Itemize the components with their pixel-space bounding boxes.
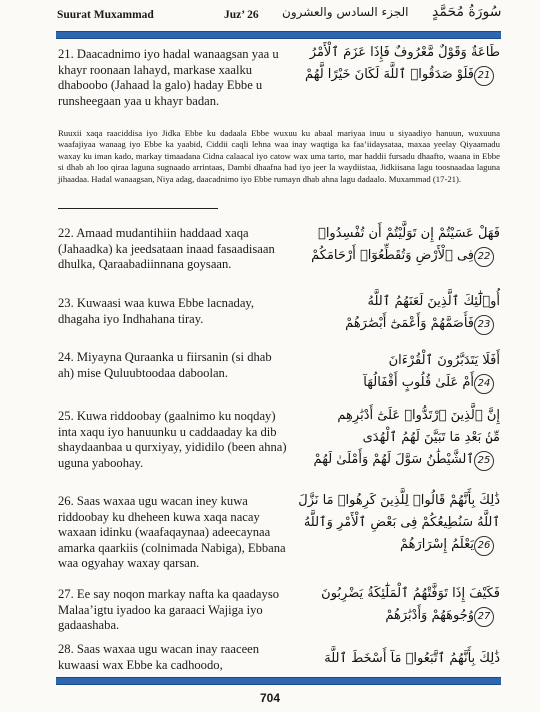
page-number: 704: [259, 691, 281, 705]
verse-translation-28: 28. Saas waxaa ugu wacan inay raaceen kuwaasi wax Ebbe ka cadhoodo,: [58, 642, 260, 672]
verse-arabic-line: مِّنۢ بَعْدِ مَا تَبَيَّنَ لَهُمُ ٱلْهُدَى: [362, 430, 500, 445]
verse-arabic-23: [300, 291, 500, 335]
ayah-number-marker: 26: [474, 536, 494, 556]
verse-arabic-line: [300, 64, 500, 86]
verse-arabic-line: [300, 313, 500, 335]
verse-translation-22: 22. Amaad mudantihiin haddaad xaqa (Jahaadka) ka jeedsataan inaad fasaadisaan dhulka, Qaraabadiinnana goysaan.: [58, 226, 275, 271]
commentary-paragraph: Ruuxii xaqa raaciddisa iyo Jidka Ebbe ku dadaala Ebbe wuxuu ku abaal mariyaa inuu u siyaadiyo hanuun, wuxuuna waafajiyaa wanaag iyo Ebbe ka yaabid, Ciddii caqli lehna waa inay waqtiga ka faa’iidaysataa, maxaa yeelay Qiyaamadu waxay ku iman kado, markay timaadana Cidna calaacal iyo catow wax uma tarto, mar haddii fursadu dhaafto, waana in Ebbe si dhab ah loo qiraa laguna sugnaado arrintaas, Dambi dhaafna had iyo jeer la waydiistaa, Jidkiisana lagu toosnaadaa laguna jihaadaa. Hadal wanaagsan, Niya adag, daacadnimo iyo Ebbe rumayn dhab ahna lagu dadaalo. Muxammad (17-21).: [58, 128, 500, 184]
verse-translation-21: 21. Daacadnimo iyo hadal wanaagsan yaa u khayr roonaan lahayd, markase xaalku dhaboobo (Jahaad la galo) haday Ebbe u runsheegaan yaa u khayr badan.: [58, 47, 279, 108]
top-blue-rule: [56, 31, 501, 39]
bottom-blue-rule: [56, 677, 501, 685]
verse-arabic-line: أُو۟لَٰٓئِكَ ٱلَّذِينَ لَعَنَهُمُ ٱللَّهُ: [367, 294, 500, 309]
verse-arabic-line-text: فَلَوْ صَدَقُوا۟ ٱللَّهَ لَكَانَ خَيْرًا لَّهُمْ: [305, 67, 474, 82]
header-surah-title: Suurat Muxammad: [57, 9, 154, 21]
page-header: [0, 0, 540, 32]
verse-arabic-line: إِنَّ ٱلَّذِينَ ٱرْتَدُّوا۟ عَلَىٰٓ أَدْبَٰرِهِم: [337, 408, 500, 423]
verse-translation-25: 25. Kuwa riddoobay (gaalnimo ku noqday) inta xaqu iyo hanuunku u caddaaday ka dib shaydaanbaa u qurxiyay, yididilo (been ahna) uguna yaboohay.: [58, 409, 287, 470]
header-arabic-juz: الجزء السادس والعشرون: [282, 5, 409, 19]
verse-arabic-line-text: أَمْ عَلَىٰ قُلُوبٍ أَقْفَالُهَآ: [363, 375, 474, 390]
ayah-number-marker: 27: [474, 607, 494, 627]
verse-arabic-line: فَهَلْ عَسَيْتُمْ إِن تَوَلَّيْتُمْ أَن تُفْسِدُوا۟: [318, 226, 500, 241]
verse-arabic-21: [300, 42, 500, 86]
verse-arabic-line-text: يَعْلَمُ إِسْرَارَهُمْ: [399, 537, 474, 552]
ayah-number-marker: 25: [474, 451, 494, 471]
verse-translation-23: 23. Kuwaasi waa kuwa Ebbe lacnaday, dhagaha iyo Indhahana tiray.: [58, 296, 255, 326]
header-arabic-surah: سُورَةُ مُحَمَّدٍ: [432, 4, 502, 20]
verse-arabic-line: فَكَيْفَ إِذَا تَوَفَّتْهُمُ ٱلْمَلَٰٓئِكَةُ يَضْرِبُونَ: [321, 586, 500, 601]
verse-arabic-line: [300, 534, 500, 556]
verse-arabic-line-text: ٱلشَّيْطَٰنُ سَوَّلَ لَهُمْ وَأَمْلَىٰ لَهُمْ: [313, 452, 474, 467]
verse-arabic-line: طَاعَةٌ وَقَوْلٌ مَّعْرُوفٌ فَإِذَا عَزَمَ ٱلْأَمْرُ: [309, 45, 500, 60]
verse-arabic-22: [300, 223, 500, 267]
verse-arabic-line: [300, 245, 500, 267]
verse-arabic-line: أَفَلَا يَتَدَبَّرُونَ ٱلْقُرْءَانَ: [388, 353, 500, 368]
verse-arabic-25: [300, 405, 500, 471]
verse-arabic-line-text: فَأَصَمَّهُمْ وَأَعْمَىٰٓ أَبْصَٰرَهُمْ: [345, 316, 474, 331]
verse-arabic-line: ذَٰلِكَ بِأَنَّهُمْ قَالُوا۟ لِلَّذِينَ كَرِهُوا۟ مَا نَزَّلَ: [298, 493, 500, 508]
verse-arabic-line: ذَٰلِكَ بِأَنَّهُمُ ٱتَّبَعُوا۟ مَآ أَسْخَطَ ٱللَّهَ: [324, 651, 500, 666]
verse-arabic-line: ٱللَّهُ سَنُطِيعُكُمْ فِى بَعْضِ ٱلْأَمْرِ وَٱللَّهُ: [303, 515, 500, 530]
header-juz-label: Juz’ 26: [224, 9, 259, 21]
verse-translation-24: 24. Miyayna Quraanka u fiirsanin (si dhab ah) mise Quluubtoodaa daboolan.: [58, 350, 272, 380]
ayah-number-marker: 24: [474, 374, 494, 394]
verse-arabic-26: [300, 490, 500, 556]
footnote-divider: [58, 208, 218, 209]
verse-arabic-line: [300, 372, 500, 394]
verse-arabic-28: [300, 648, 500, 670]
verse-arabic-27: [300, 583, 500, 627]
verse-arabic-line: [300, 605, 500, 627]
ayah-number-marker: 22: [474, 247, 494, 267]
ayah-number-marker: 21: [474, 66, 494, 86]
verse-arabic-line-text: فِى ٱلْأَرْضِ وَتُقَطِّعُوٓا۟ أَرْحَامَكُمْ: [311, 248, 474, 263]
ayah-number-marker: 23: [474, 315, 494, 335]
verse-arabic-line-text: وُجُوهَهُمْ وَأَدْبَٰرَهُمْ: [385, 608, 474, 623]
verse-translation-27: 27. Ee say noqon markay nafta ka qaadayso Malaa’igtu iyadoo ka garaaci Wajiga iyo gadaashaba.: [58, 587, 280, 632]
verse-arabic-line: [300, 449, 500, 471]
verse-translation-26: 26. Saas waxaa ugu wacan iney kuwa riddoobay ku dheheen kuwa xaqa nacay waxaan idinku (waafaqaynaa) adeecaynaa amarka qaarkiis (colnimada Nabiga), Ebbana waa ogyahay waxay qarsan.: [58, 494, 286, 570]
verse-arabic-24: [300, 350, 500, 394]
